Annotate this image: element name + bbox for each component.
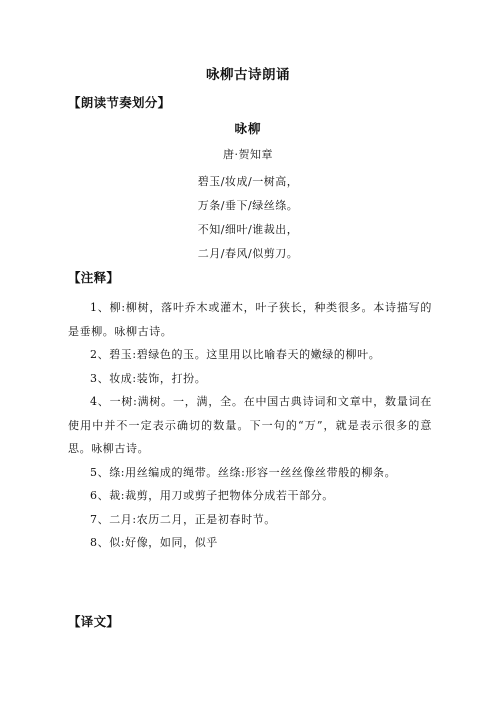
note-item: 2、碧玉:碧绿色的玉。这里用以比喻春天的嫩绿的柳叶。 [90,348,381,361]
poem-line: 碧玉/妆成/一树高， [197,175,299,188]
poem-author: 唐·贺知章 [223,148,273,161]
note-item: 5、绦:用丝编成的绳带。丝绦:形容一丝丝像丝带般的柳条。 [90,465,397,479]
note-item: 6、裁:裁剪，用刀或剪子把物体分成若干部分。 [90,489,334,502]
note-item: 8、似:好像，如同，似乎 [90,536,218,549]
note-item: 4、一树:满树。一，满，全。在中国古典诗词和文章中，数量词在使用中并不一定表示确切的数量。下一句的“万”，就是表示很多的意思。咏柳古诗。 [68,395,432,455]
note-item: 7、二月:农历二月，正是初春时节。 [90,512,276,526]
poem-line: 万条/垂下/绿丝绦。 [197,199,299,212]
note-item: 3、妆成:装饰，打扮。 [90,371,207,385]
section-heading-translation: 【译文】 [68,614,120,629]
section-heading-rhythm: 【朗读节奏划分】 [68,95,171,110]
poem-line: 不知/细叶/谁裁出， [197,223,299,236]
document-title: 咏柳古诗朗诵 [206,67,290,83]
note-item: 1、柳:柳树，落叶乔木或灌木，叶子狭长，种类很多。本诗描写的是垂柳。咏柳古诗。 [68,301,432,338]
poem-line: 二月/春风/似剪刀。 [197,247,299,260]
notes-list [68,296,432,555]
section-heading-notes: 【注释】 [68,270,120,285]
poem-lines [0,170,496,266]
poem-title: 咏柳 [234,121,262,136]
